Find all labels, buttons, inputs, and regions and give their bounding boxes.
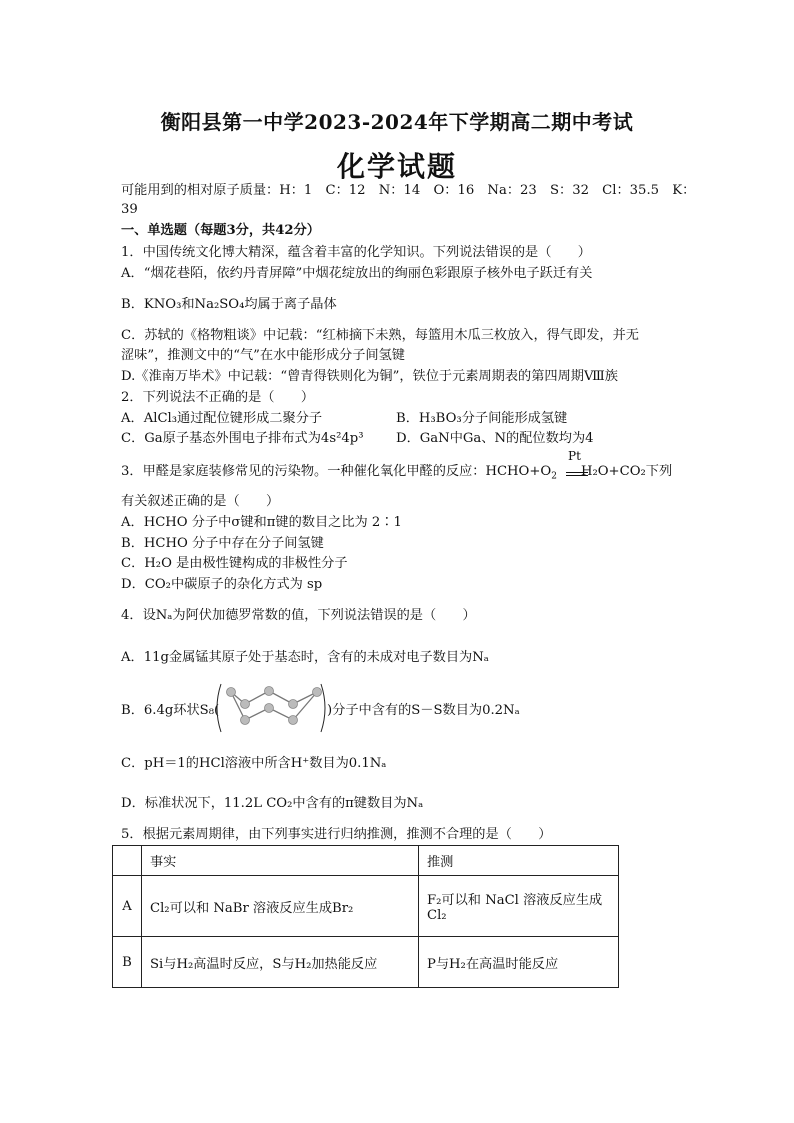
table-header-row [113, 846, 619, 876]
q5-stem: 5．根据元素周期律，由下列事实进行归纳推测，推测不合理的是（ ） [121, 827, 552, 842]
atomic-masses-line2: 39 [121, 202, 138, 217]
q3-o2-subscript: 2 [551, 471, 557, 482]
q2-option-d: D．GaN中Ga、N的配位数均为4 [396, 431, 594, 446]
q1-option-a: A．“烟花巷陌，依约丹青屏障”中烟花绽放出的绚丽色彩跟原子核外电子跃迁有关 [121, 266, 593, 281]
q3-option-b: B．HCHO 分子中存在分子间氢键 [121, 536, 324, 551]
q5-facts-table [112, 845, 619, 988]
q4-option-d: D．标准状况下，11.2L CO₂中含有的π键数目为Nₐ [121, 796, 424, 811]
sulfur-atom [289, 700, 298, 709]
q3-stem [121, 464, 672, 485]
table-cell: Si与H₂高温时反应，S与H₂加热能反应 [142, 937, 419, 988]
table-row [113, 937, 619, 988]
subject-title: 化学试题 [336, 150, 457, 183]
q4-option-b-post: )分子中含有的S－S数目为0.2Nₐ [327, 703, 520, 718]
q2-stem: 2．下列说法不正确的是（ ） [121, 390, 315, 405]
q4-option-c: C．pH＝1的HCl溶液中所含H⁺数目为0.1Nₐ [121, 756, 387, 771]
q2-option-c: C．Ga原子基态外围电子排布式为4s²4p³ [121, 431, 364, 446]
q3-reaction-arrow [566, 472, 588, 473]
q3-stem-post: H₂O+CO₂下列 [580, 464, 673, 479]
q2-option-b: B．H₃BO₃分子间能形成氢键 [396, 411, 568, 426]
table-cell: B [113, 937, 142, 988]
table-cell: A [113, 876, 142, 937]
table-header-cell [113, 846, 142, 876]
q1-stem: 1．中国传统文化博大精深，蕴含着丰富的化学知识。下列说法错误的是（ ） [121, 245, 591, 260]
sulfur-atom [227, 688, 236, 697]
q4-option-b-pre: B．6.4g环状S₈( [121, 703, 220, 718]
q4-stem: 4．设Nₐ为阿伏加德罗常数的值，下列说法错误的是（ ） [121, 608, 476, 623]
table-cell: Cl₂可以和 NaBr 溶液反应生成Br₂ [142, 876, 419, 937]
q3-catalyst-label: Pt [568, 449, 581, 463]
q3-option-a: A．HCHO 分子中σ键和π键的数目之比为 2∶1 [121, 515, 402, 530]
q3-option-d: D．CO₂中碳原子的杂化方式为 sp [121, 577, 323, 592]
q3-stem-line2: 有关叙述正确的是（ ） [121, 494, 280, 509]
q2-option-a: A．AlCl₃通过配位键形成二聚分子 [121, 411, 323, 426]
q1-option-c-line2: 涩味”，推测文中的“气”在水中能形成分子间氢键 [121, 348, 405, 363]
q1-option-d: D.《淮南万毕术》中记载：“曾青得铁则化为铜”，铁位于元素周期表的第四周期Ⅷ族 [121, 369, 618, 384]
sulfur-atom [289, 716, 298, 725]
q4-option-a: A．11g金属锰其原子处于基态时，含有的未成对电子数目为Nₐ [121, 650, 489, 665]
table-header-cell: 事实 [142, 846, 419, 876]
s8-ring-molecule [215, 680, 327, 736]
sulfur-atom [241, 700, 250, 709]
section-title: 一、单选题（每题3分，共42分） [121, 223, 320, 238]
q3-stem-pre: 3．甲醛是家庭装修常见的污染物。一种催化氧化甲醛的反应：HCHO+O [121, 464, 552, 479]
table-cell: F₂可以和 NaCl 溶液反应生成Cl₂ [419, 876, 619, 937]
sulfur-atom [265, 687, 274, 696]
q3-option-c: C．H₂O 是由极性键构成的非极性分子 [121, 556, 348, 571]
table-header-cell: 推测 [419, 846, 619, 876]
atomic-masses-line1: 可能用到的相对原子质量：H：1 C：12 N：14 O：16 Na：23 S：32 Cl：35.5 K： [121, 183, 696, 198]
sulfur-atom [265, 704, 274, 713]
q1-option-b: B．KNO₃和Na₂SO₄均属于离子晶体 [121, 297, 337, 312]
table-row [113, 876, 619, 937]
q3-reaction-arrow-2 [566, 475, 588, 476]
exam-title: 衡阳县第一中学2023-2024年下学期高二期中考试 [160, 110, 634, 134]
table-cell: P与H₂在高温时能反应 [419, 937, 619, 988]
sulfur-atom [241, 716, 250, 725]
q1-option-c-line1: C．苏轼的《格物粗谈》中记载：“红柿摘下未熟，每篮用木瓜三枚放入，得气即发，并无 [121, 328, 639, 343]
sulfur-atom [313, 688, 322, 697]
